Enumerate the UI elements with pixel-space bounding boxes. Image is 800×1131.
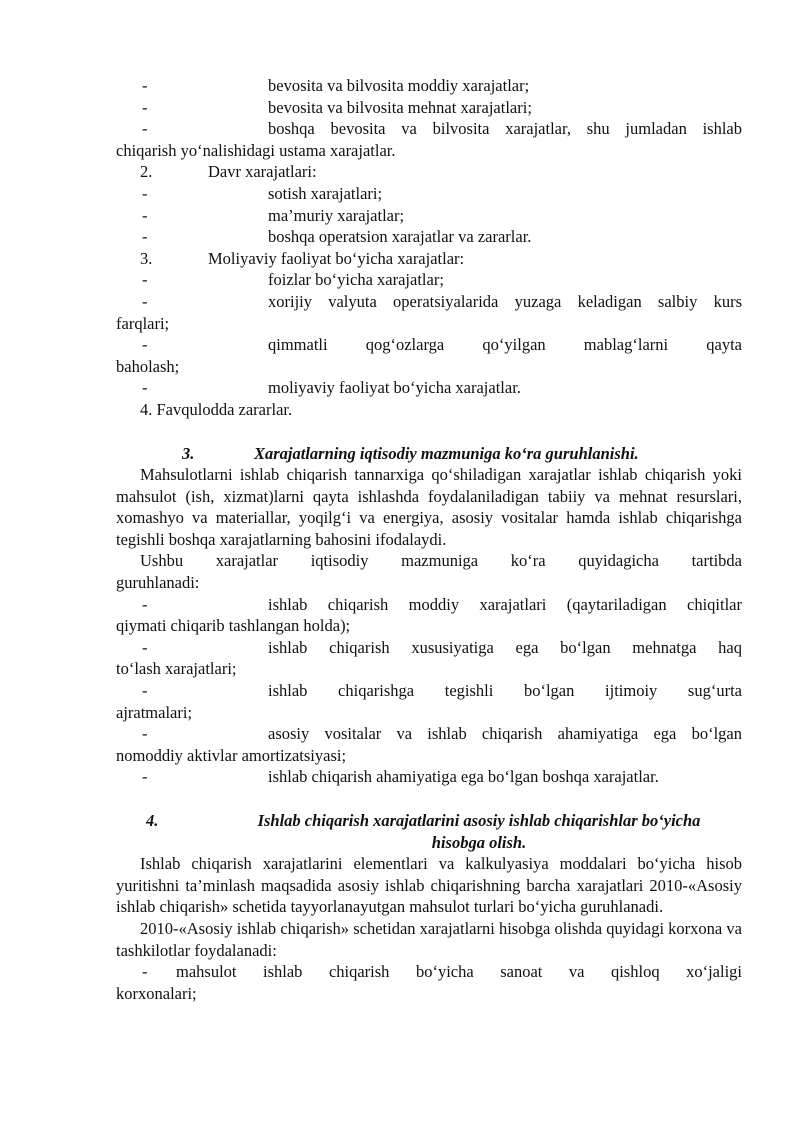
list-item: - ishlab chiqarish xususiyatiga ega bo‘lgan mehnatga haq (142, 637, 742, 657)
bullet-dash: - (142, 227, 148, 247)
list-item: - bevosita va bilvosita moddiy xarajatlar; (142, 76, 530, 95)
heading-3: 3. Xarajatlarning iqtisodiy mazmuniga ko‘ra guruhlanishi. (182, 443, 639, 463)
heading-4-continuation: hisobga olish. (431, 832, 527, 852)
list-item: - boshqa bevosita va bilvosita xarajatlar, shu jumladan ishlab (142, 119, 742, 139)
list-item-continuation: farqlari; (116, 313, 170, 333)
bullet-dash: - (142, 335, 148, 355)
section-3-title: 3. Moliyaviy faoliyat bo‘yicha xarajatlar: (140, 248, 465, 268)
bullet-dash: - (142, 270, 148, 290)
list-item-continuation: baholash; (116, 356, 180, 376)
bullet-dash: - (142, 681, 148, 701)
bullet-dash: - (142, 594, 148, 614)
bullet-dash: - (142, 119, 148, 139)
section-4-line: 4. Favqulodda zararlar. (140, 399, 293, 419)
bullet-dash: - (142, 183, 148, 203)
list-item-continuation: ajratmalari; (116, 702, 193, 722)
list-item: - sotish xarajatlari; (142, 183, 383, 203)
list-item: - xorijiy valyuta operatsiyalarida yuzaga keladigan salbiy kurs (142, 291, 742, 311)
list-item-continuation: to‘lash xarajatlari; (116, 659, 237, 679)
bullet-dash: - (142, 291, 148, 311)
list-item: - ishlab chiqarishga tegishli bo‘lgan ijtimoiy sug‘urta (142, 681, 742, 701)
list-item: - asosiy vositalar va ishlab chiqarish ahamiyatiga ega bo‘lgan (142, 724, 742, 744)
bullet-dash: - (142, 724, 148, 744)
section-2-title: 2. Davr xarajatlari: (140, 162, 317, 182)
paragraph: Mahsulotlarni ishlab chiqarish tannarxiga qo‘shiladigan xarajatlar ishlab chiqarish yoki mahsulot (ish, xizmat)larni qayta ishlashda foydalaniladigan tabiiy va mehnat resurslari, xomashyo va materiallar, yoqilg‘i va energiya, asosiy vositalar hamda ishlab chiqarishga tegishli boshqa xarajatlarning bahosini ifodalaydi. (116, 465, 742, 549)
list-item: - ma’muriy xarajatlar; (142, 205, 405, 225)
paragraph: Ushbu xarajatlar iqtisodiy mazmuniga ko‘ra quyidagicha tartibda (140, 551, 742, 571)
list-item: - ishlab chiqarish moddiy xarajatlari (qaytariladigan chiqitlar (142, 594, 742, 614)
list-item: - ishlab chiqarish ahamiyatiga ega bo‘lgan boshqa xarajatlar. (142, 767, 659, 787)
paragraph: 2010-«Asosiy ishlab chiqarish» schetidan xarajatlarni hisobga olishda quyidagi korxona va tashkilotlar foydalanadi: (116, 918, 742, 960)
bullet-dash: - (142, 97, 148, 117)
list-item-continuation: nomoddiy aktivlar amortizatsiyasi; (116, 745, 347, 765)
list-item-continuation: chiqarish yo‘nalishidagi ustama xarajatlar. (116, 140, 396, 160)
bullet-dash: - (142, 76, 148, 95)
list-item: - moliyaviy faoliyat bo‘yicha xarajatlar. (142, 378, 521, 398)
list-item: - boshqa operatsion xarajatlar va zararlar. (142, 227, 532, 247)
list-item: - bevosita va bilvosita mehnat xarajatlari; (142, 97, 532, 117)
bullet-dash: - (142, 962, 148, 982)
list-item: - mahsulot ishlab chiqarish bo‘yicha sanoat va qishloq xo‘jaligi (142, 962, 742, 982)
paragraph: Ishlab chiqarish xarajatlarini elementlari va kalkulyasiya moddalari bo‘yicha hisob yuritishni ta’minlash maqsadida asosiy ishlab chiqarishning barcha xarajatlari 2010-«Asosiy ishlab chiqarish» schetida tayyorlanayutgan mahsulot turlari bo‘yicha guruhlanadi. (116, 854, 742, 917)
bullet-dash: - (142, 767, 148, 787)
list-item-continuation: korxonalari; (116, 983, 197, 1003)
list-item: - foizlar bo‘yicha xarajatlar; (142, 270, 444, 290)
list-item: - qimmatli qog‘ozlarga qo‘yilgan mablag‘larni qayta (142, 335, 742, 355)
paragraph-continuation: guruhlanadi: (116, 573, 200, 593)
document-page (116, 75, 742, 1004)
bullet-dash: - (142, 637, 148, 657)
heading-4: 4. Ishlab chiqarish xarajatlarini asosiy ishlab chiqarishlar bo‘yicha (146, 811, 701, 830)
bullet-dash: - (142, 205, 148, 225)
list-item-continuation: qiymati chiqarib tashlangan holda); (116, 616, 351, 636)
bullet-dash: - (142, 378, 148, 398)
